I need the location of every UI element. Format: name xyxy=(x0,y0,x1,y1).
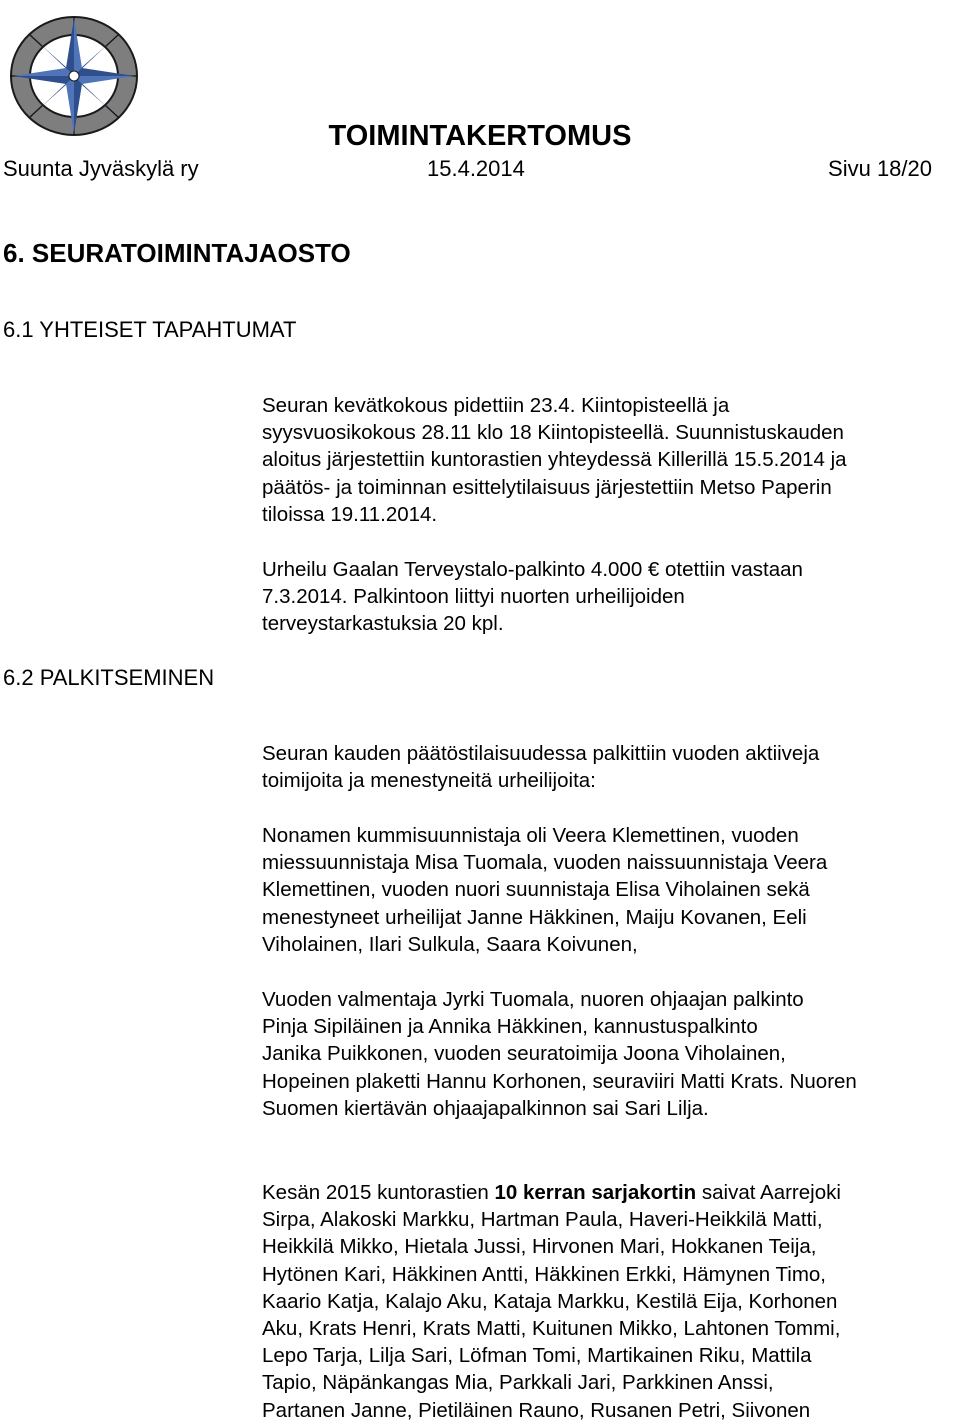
page-number: Sivu 18/20 xyxy=(828,156,932,181)
text-line: aloitus järjestettiin kuntorastien yhteydessä Killerillä 15.5.2014 ja xyxy=(262,448,847,472)
text-line: Urheilu Gaalan Terveystalo-palkinto 4.000 € otettiin vastaan xyxy=(262,558,803,581)
text-line: Hytönen Kari, Häkkinen Antti, Häkkinen Erkki, Hämynen Timo, xyxy=(262,1262,826,1286)
paragraph-coach-awards xyxy=(262,986,958,1122)
text-line: Nonamen kummisuunnistaja oli Veera Klemettinen, vuoden xyxy=(262,824,799,847)
text-line: Vuoden valmentaja Jyrki Tuomala, nuoren ohjaajan palkinto xyxy=(262,988,804,1011)
organization-name: Suunta Jyväskylä ry xyxy=(3,156,199,181)
paragraph-season-card-recipients xyxy=(262,1179,958,1424)
document-date: 15.4.2014 xyxy=(427,156,525,181)
text-line: Seuran kauden päätöstilaisuudessa palkittiin vuoden aktiiveja xyxy=(262,742,820,765)
text-line: Sirpa, Alakoski Markku, Hartman Paula, Haveri-Heikkilä Matti, xyxy=(262,1208,823,1232)
text-line: toimijoita ja menestyneitä urheilijoita: xyxy=(262,769,596,793)
paragraph-meetings xyxy=(262,392,958,528)
intro-text: Kesän 2015 kuntorastien xyxy=(262,1181,495,1204)
text-line xyxy=(262,1179,958,1206)
text-line: Heikkilä Mikko, Hietala Jussi, Hirvonen Mari, Hokkanen Teija, xyxy=(262,1235,817,1259)
section-heading: 6. SEURATOIMINTAJAOSTO xyxy=(3,238,351,268)
text-line: Hopeinen plaketti Hannu Korhonen, seuraviiri Matti Krats. Nuoren xyxy=(262,1069,857,1093)
text-line: tiloissa 19.11.2014. xyxy=(262,502,438,526)
text-line: päätös- ja toiminnan esittelytilaisuus järjestettiin Metso Paperin xyxy=(262,475,832,499)
document-title: TOIMINTAKERTOMUS xyxy=(328,120,632,152)
text-line: Tapio, Näpänkangas Mia, Parkkali Jari, Parkkinen Anssi, xyxy=(262,1371,774,1395)
text-line: Aku, Krats Henri, Krats Matti, Kuitunen Mikko, Lahtonen Tommi, xyxy=(262,1317,841,1341)
subsection-heading-events: 6.1 YHTEISET TAPAHTUMAT xyxy=(3,317,297,342)
text-line: syysvuosikokous 28.11 klo 18 Kiintopisteellä. Suunnistuskauden xyxy=(262,421,844,445)
intro-text: saivat Aarrejoki xyxy=(696,1181,841,1204)
bold-highlight: 10 kerran sarjakortin xyxy=(494,1181,697,1204)
text-line: Lepo Tarja, Lilja Sari, Löfman Tomi, Martikainen Riku, Mattila xyxy=(262,1344,812,1368)
text-line: Seuran kevätkokous pidettiin 23.4. Kiintopisteellä ja xyxy=(262,394,730,417)
text-line: terveystarkastuksia 20 kpl. xyxy=(262,612,504,636)
text-line: miessuunnistaja Misa Tuomala, vuoden naissuunnistaja Veera xyxy=(262,851,828,875)
text-line: Kaario Katja, Kalajo Aku, Kataja Markku, Kestilä Eija, Korhonen xyxy=(262,1289,838,1313)
text-line: menestyneet urheilijat Janne Häkkinen, Maiju Kovanen, Eeli xyxy=(262,905,807,929)
subsection-heading-awards: 6.2 PALKITSEMINEN xyxy=(3,665,215,690)
paragraph-gala-award xyxy=(262,556,958,638)
paragraph-awards-intro xyxy=(262,740,958,794)
text-line: Partanen Janne, Pietiläinen Rauno, Rusanen Petri, Siivonen xyxy=(262,1398,811,1422)
paragraph-athlete-awards xyxy=(262,822,958,958)
text-line: Klemettinen, vuoden nuori suunnistaja Elisa Viholainen sekä xyxy=(262,878,810,902)
text-line: Pinja Sipiläinen ja Annika Häkkinen, kannustuspalkinto xyxy=(262,1015,758,1039)
text-line: Suomen kiertävän ohjaajapalkinnon sai Sari Lilja. xyxy=(262,1096,709,1120)
text-line: Viholainen, Ilari Sulkula, Saara Koivunen, xyxy=(262,932,638,956)
text-line: 7.3.2014. Palkintoon liittyi nuorten urheilijoiden xyxy=(262,585,685,609)
text-line: Janika Puikkonen, vuoden seuratoimija Joona Viholainen, xyxy=(262,1042,786,1066)
